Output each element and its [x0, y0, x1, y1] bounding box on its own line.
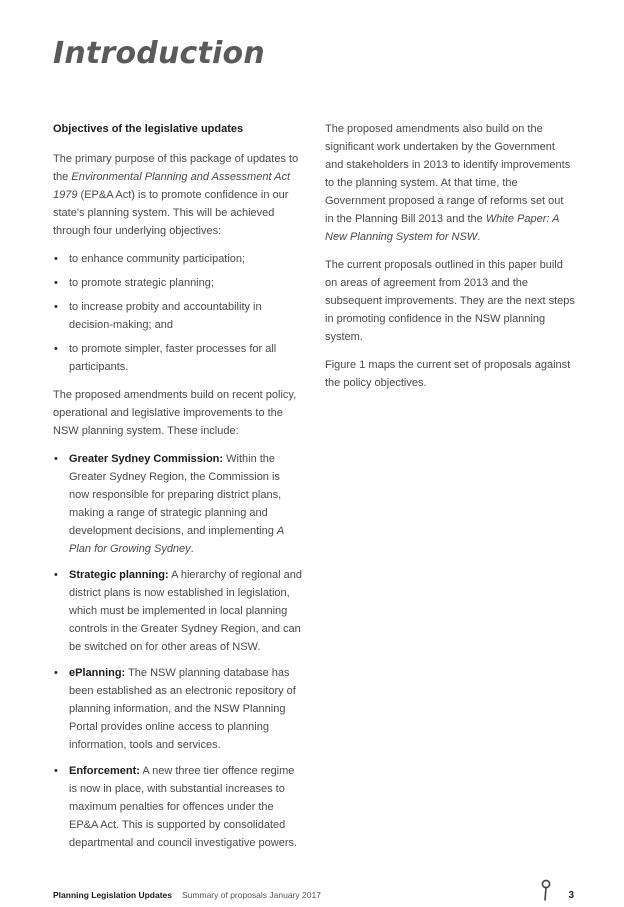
- amendments-intro: The proposed amendments build on recent policy, operational and legislative improvements to the NSW planning system. These include:: [53, 389, 297, 437]
- act-title: Environmental Planning and Assessment Act 1979: [53, 171, 291, 201]
- improvement-item: • Strategic planning: A hierarchy of regional and district plans is now established in legislation, which must be implemented in local planning controls in the Greater Sydney Region, and can be switched on for other areas of NSW.: [53, 566, 303, 656]
- page-number: 3: [568, 889, 574, 901]
- improvement-term: Strategic planning:: [69, 569, 169, 581]
- intro-paragraph: The primary purpose of this package of updates to the Environmental Planning and Assessment Act 1979 (EP&A Act) is to promote confidence in our state's planning system. This will be achieved through four underlying objectives:: [53, 153, 299, 237]
- right-paragraph-3: Figure 1 maps the current set of proposals against the policy objectives.: [325, 359, 571, 389]
- right-column: [325, 120, 575, 402]
- objective-item: • to increase probity and accountability in decision-making; and: [53, 298, 303, 334]
- objectives-list: [53, 250, 303, 376]
- left-column: [53, 120, 303, 862]
- page-footer: [53, 883, 574, 907]
- improvement-term: Greater Sydney Commission:: [69, 453, 224, 465]
- improvement-item: • Greater Sydney Commission: Within the Greater Sydney Region, the Commission is now responsible for preparing district plans, making a range of strategic planning and development decisions, and implementing A Plan for Growing Sydney.: [53, 450, 303, 558]
- objective-item: • to promote strategic planning;: [53, 274, 303, 292]
- improvement-item: • Enforcement: A new three tier offence regime is now in place, with substantial increases to maximum penalties for offences under the EP&A Act. This is supported by consolidated departmental and council investigative powers.: [53, 762, 303, 852]
- improvements-list: [53, 450, 303, 852]
- improvement-term: Enforcement:: [69, 765, 140, 777]
- white-paper-title: White Paper: A New Planning System for NSW: [325, 213, 560, 243]
- objective-item: • to enhance community participation;: [53, 250, 303, 268]
- right-paragraph-1: The proposed amendments also build on the significant work undertaken by the Government and stakeholders in 2013 to identify improvements to the planning system. At that time, the Government proposed a range of reforms set out in the Planning Bill 2013 and the White Paper: A New Planning System for NSW.: [325, 123, 571, 243]
- footer-doc-title: Planning Legislation Updates: [53, 890, 173, 900]
- right-paragraph-2: The current proposals outlined in this paper build on areas of agreement from 2013 and the subsequent improvements. They are the next steps in promoting confidence in the NSW planning system.: [325, 259, 575, 343]
- section-heading: Objectives of the legislative updates: [53, 123, 244, 135]
- improvement-term: ePlanning:: [69, 667, 126, 679]
- objective-item: • to promote simpler, faster processes for all participants.: [53, 340, 303, 376]
- improvement-item: • ePlanning: The NSW planning database has been established as an electronic repository of planning information, and the NSW Planning Portal provides online access to planning information, tools and services.: [53, 664, 303, 754]
- page-title: Introduction: [53, 36, 265, 71]
- footer-subtitle: Summary of proposals January 2017: [182, 890, 321, 900]
- map-pin-icon: [540, 879, 552, 903]
